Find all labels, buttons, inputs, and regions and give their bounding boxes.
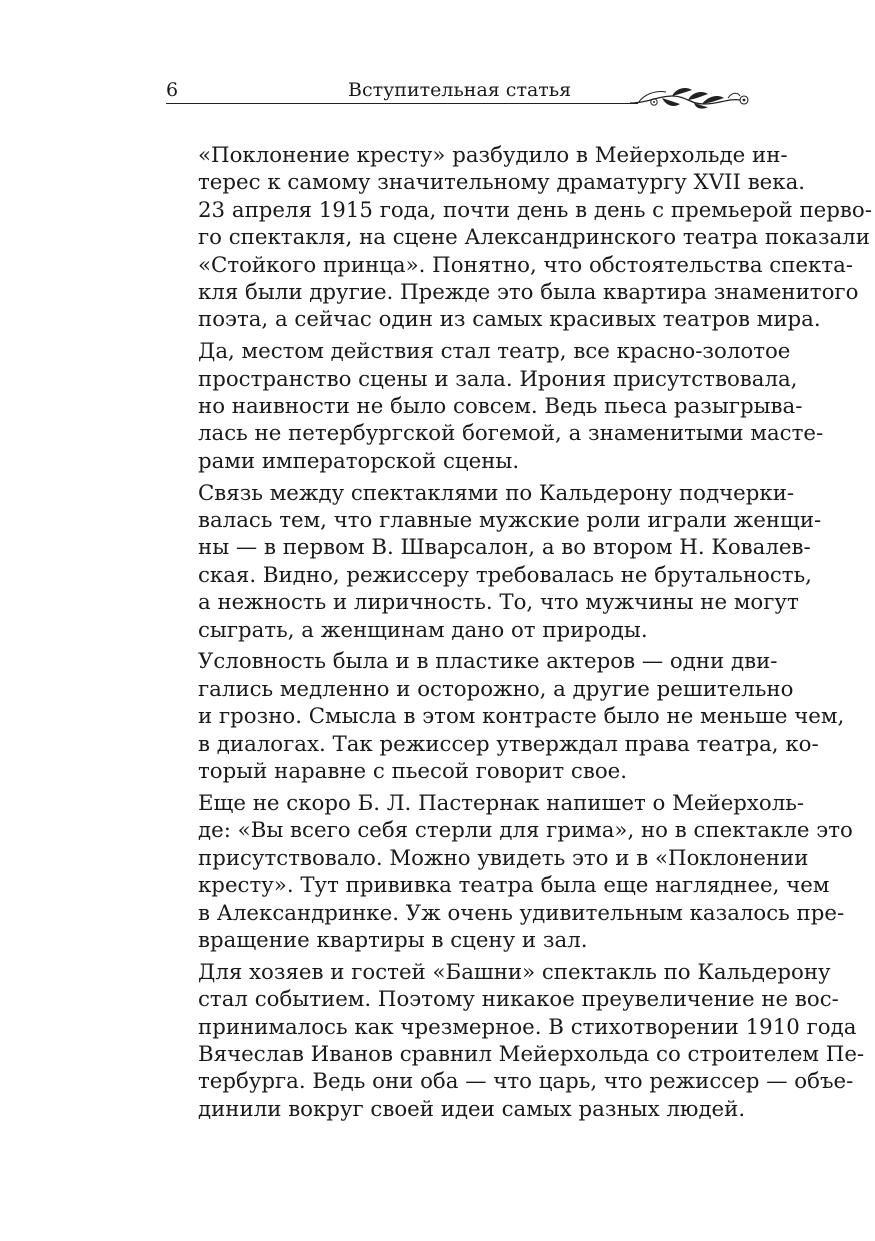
text-line: тербурга. Ведь они оба — что царь, что режиссер — объе-	[198, 1069, 854, 1095]
text-line: стал событием. Поэтому никакое преувеличение не вос-	[198, 987, 839, 1013]
body-text	[166, 142, 872, 1128]
text-line: кля были другие. Прежде это была квартира знаменитого	[198, 280, 859, 306]
text-line: присутствовало. Можно увидеть это и в «Поклонении	[198, 845, 809, 871]
text-line: в диалогах. Так режиссер утверждал права театра, ко-	[198, 731, 819, 757]
text-line: поэта, а сейчас один из самых красивых театров мира.	[198, 307, 821, 333]
paragraph	[166, 142, 872, 334]
text-line: Да, местом действия стал театр, все красно-золотое	[198, 339, 791, 365]
text-line: Вячеслав Иванов сравнил Мейерхольда со строителем Пе-	[198, 1041, 865, 1067]
running-title: Вступительная статья	[348, 79, 572, 101]
paragraph	[166, 480, 822, 644]
text-line: Связь между спектаклями по Кальдерону подчерки-	[198, 480, 795, 506]
text-line: вращение квартиры в сцену и зал.	[198, 927, 588, 953]
text-line: в Александринке. Уж очень удивительным казалось пре-	[198, 900, 845, 926]
text-line: терес к самому значительному драматургу XVII века.	[198, 170, 806, 196]
text-line: «Поклонение кресту» разбудило в Мейерхольде ин-	[198, 143, 788, 168]
text-line: кресту». Тут прививка театра была еще нагляднее, чем	[198, 873, 830, 899]
text-line: принималось как чрезмерное. В стихотворении 1910 года	[198, 1014, 857, 1040]
text-line: «Стойкого принца». Понятно, что обстоятельства спекта-	[198, 252, 853, 278]
paragraph	[166, 338, 824, 475]
text-line: 23 апреля 1915 года, почти день в день с премьерой перво-	[198, 197, 872, 223]
page-number: 6	[166, 79, 179, 101]
text-line: де: «Вы всего себя стерли для грима», но в спектакле это	[198, 818, 853, 844]
text-line: и грозно. Смысла в этом контрасте было не меньше чем,	[198, 704, 845, 730]
paragraph	[166, 790, 853, 954]
page-header	[166, 78, 752, 104]
paragraph	[166, 648, 845, 785]
text-line: лась не петербургской богемой, а знаменитыми масте-	[198, 421, 824, 447]
text-line: Условность была и в пластике актеров — одни дви-	[198, 649, 778, 675]
text-line: торый наравне с пьесой говорит свое.	[198, 759, 628, 785]
text-line: рами императорской сцены.	[198, 448, 520, 474]
floral-flourish-icon	[628, 82, 752, 110]
text-line: ны — в первом В. Шварсалон, а во втором Н. Ковалев-	[198, 535, 811, 561]
text-line: валась тем, что главные мужские роли играли женщи-	[198, 508, 822, 534]
text-line: пространство сцены и зала. Ирония присутствовала,	[198, 366, 798, 392]
text-line: го спектакля, на сцене Александринского театра показали	[198, 225, 870, 251]
text-line: ская. Видно, режиссеру требовалась не брутальность,	[198, 562, 812, 588]
text-line: но наивности не было совсем. Ведь пьеса разыгрыва-	[198, 394, 803, 420]
header-rule	[166, 103, 638, 104]
paragraph	[166, 959, 865, 1123]
text-line: сыграть, а женщинам дано от природы.	[198, 617, 648, 643]
text-line: Еще не скоро Б. Л. Пастернак напишет о Мейерхоль-	[198, 790, 805, 816]
text-line: гались медленно и осторожно, а другие решительно	[198, 676, 794, 702]
text-line: Для хозяев и гостей «Башни» спектакль по Кальдерону	[198, 959, 831, 985]
text-line: а нежность и лиричность. То, что мужчины не могут	[198, 590, 799, 616]
text-line: динили вокруг своей идеи самых разных людей.	[198, 1096, 746, 1122]
